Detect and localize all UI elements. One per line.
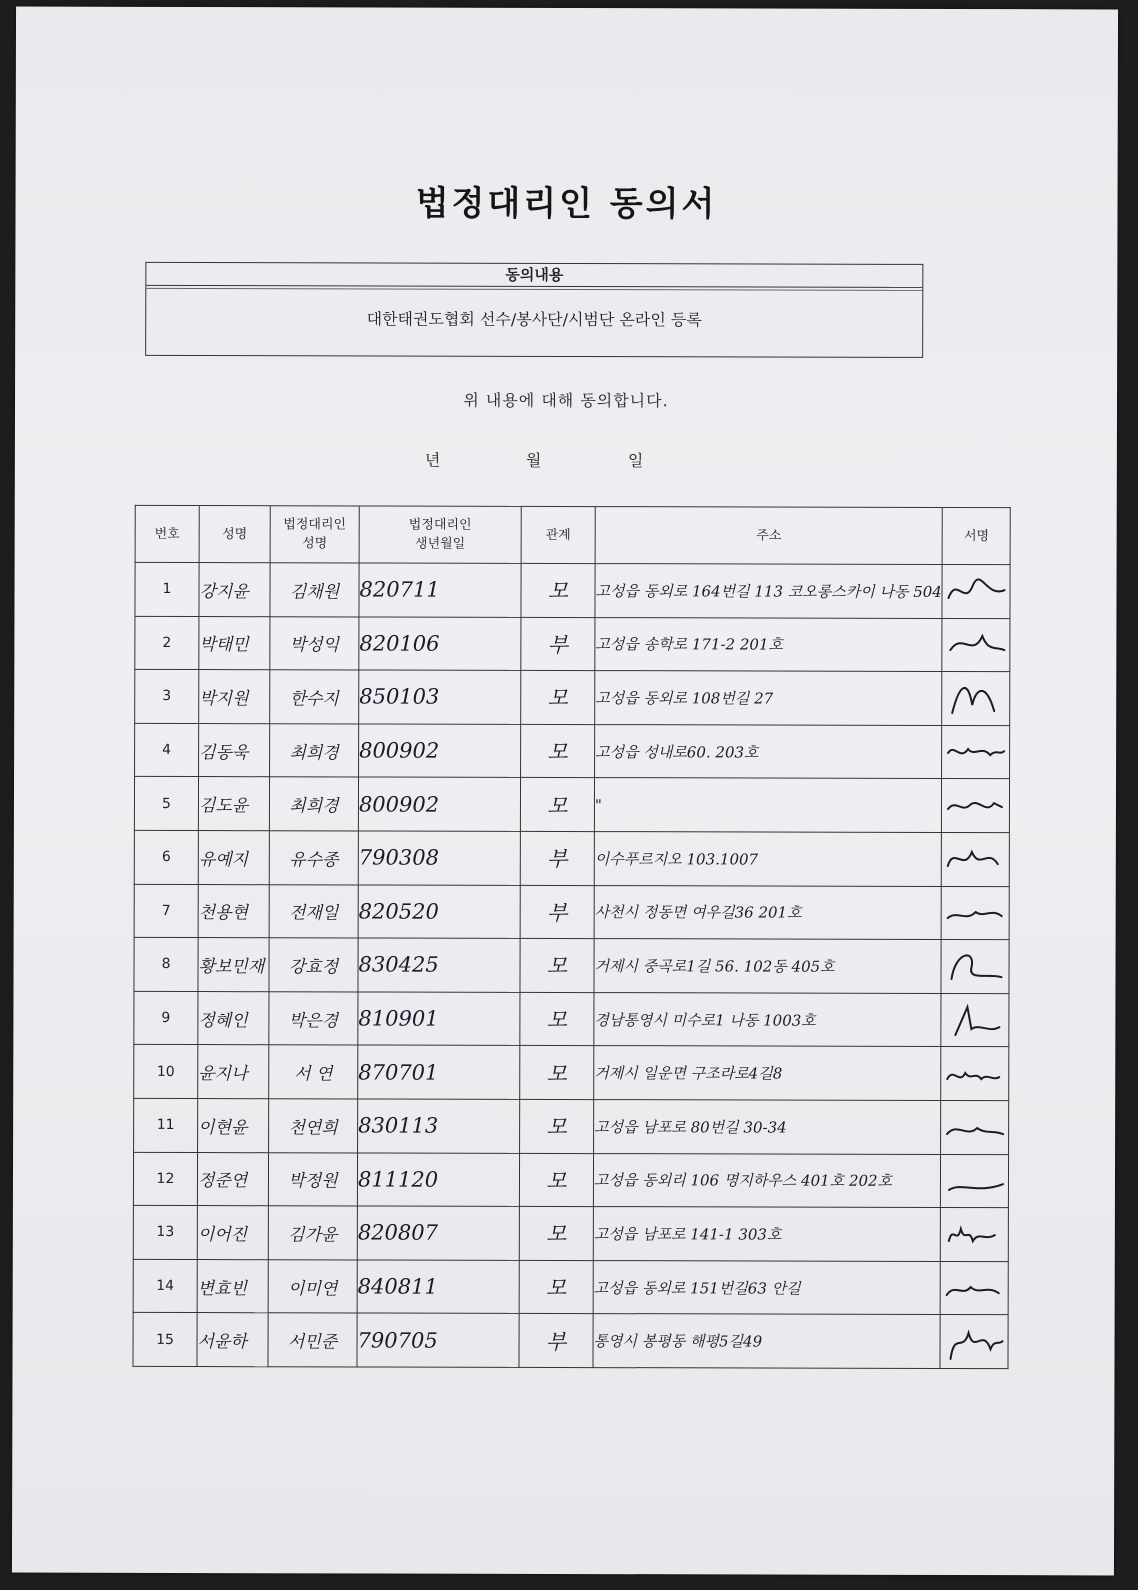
- row-number: 8: [134, 938, 198, 992]
- row-address: 고성읍 동외리 106 명지하우스 401호 202호: [593, 1153, 940, 1208]
- row-address: 고성읍 동외로 108번길 27: [595, 671, 942, 726]
- row-guardian-birth: 810901: [358, 992, 520, 1046]
- header-address: 주소: [595, 507, 942, 565]
- row-guardian-name: 김가윤: [268, 1206, 357, 1260]
- row-relation: 모: [521, 724, 595, 778]
- row-signature: [942, 564, 1010, 618]
- signature-scribble-icon: [943, 622, 1010, 668]
- row-number: 6: [134, 830, 198, 884]
- row-guardian-birth: 820106: [359, 617, 521, 671]
- row-address: 사천시 정동면 여우길36 201호: [594, 885, 941, 940]
- row-guardian-birth: 830425: [358, 938, 520, 992]
- row-guardian-birth: 811120: [357, 1152, 519, 1206]
- row-guardian-name: 이미연: [268, 1259, 357, 1313]
- row-signature: [941, 886, 1009, 940]
- row-guardian-birth: 820711: [359, 563, 521, 617]
- row-signature: [941, 1208, 1009, 1262]
- row-number: 7: [134, 884, 198, 938]
- row-relation: 모: [519, 1153, 593, 1207]
- row-student-name: 박태민: [199, 616, 270, 670]
- row-relation: 부: [521, 617, 595, 671]
- row-guardian-name: 박정원: [268, 1152, 357, 1206]
- row-signature: [941, 993, 1009, 1047]
- row-address: 경남통영시 미수로1 나동 1003호: [594, 992, 941, 1047]
- row-signature: [940, 1315, 1008, 1369]
- row-student-name: 김동욱: [199, 723, 270, 777]
- row-number: 2: [135, 616, 199, 670]
- table-row: [134, 884, 1009, 940]
- row-student-name: 강지윤: [199, 563, 270, 617]
- row-address: 고성읍 송학로 171-2 201호: [595, 617, 942, 672]
- agree-statement: 위 내용에 대해 동의합니다.: [463, 390, 669, 411]
- consent-header: 동의내용: [146, 263, 922, 288]
- row-number: 13: [133, 1205, 197, 1259]
- row-relation: 부: [520, 885, 594, 939]
- row-relation: 모: [521, 563, 595, 617]
- row-guardian-name: 최희경: [270, 724, 359, 778]
- row-number: 9: [134, 991, 198, 1045]
- header-guardian-name: 법정대리인 성명: [270, 506, 359, 563]
- row-student-name: 황보민재: [198, 938, 269, 992]
- document-title: 법정대리인 동의서: [415, 183, 718, 225]
- table-header-row: [135, 505, 1010, 564]
- table-row: [134, 1098, 1009, 1154]
- row-relation: 부: [520, 831, 594, 885]
- row-address: 고성읍 성내로60. 203호: [595, 724, 942, 779]
- table-row: [135, 562, 1010, 618]
- row-guardian-name: 유수종: [269, 831, 358, 885]
- row-relation: 부: [519, 1314, 593, 1368]
- document-page: [12, 7, 1118, 1576]
- row-student-name: 정준연: [197, 1152, 268, 1206]
- row-relation: 모: [519, 1260, 593, 1314]
- header-relation: 관계: [521, 506, 595, 563]
- signature-scribble-icon: [942, 890, 1009, 936]
- row-number: 4: [135, 723, 199, 777]
- row-student-name: 천용현: [198, 884, 269, 938]
- row-signature: [942, 618, 1010, 672]
- row-signature: [942, 779, 1010, 833]
- row-student-name: 박지원: [199, 670, 270, 724]
- signature-scribble-icon: [941, 1265, 1008, 1311]
- table-row: [134, 1045, 1009, 1101]
- row-guardian-birth: 820520: [358, 885, 520, 939]
- row-guardian-birth: 790308: [358, 831, 520, 885]
- signature-scribble-icon: [943, 568, 1010, 614]
- header-guardian-birth: 법정대리인 생년월일: [359, 506, 521, 563]
- signature-scribble-icon: [941, 1104, 1008, 1150]
- signature-scribble-icon: [943, 675, 1010, 721]
- row-student-name: 서윤하: [197, 1313, 268, 1367]
- row-address: 거제시 일운면 구조라로4길8: [594, 1046, 941, 1101]
- row-guardian-birth: 800902: [359, 724, 521, 778]
- row-signature: [942, 832, 1010, 886]
- table-row: [135, 723, 1010, 779]
- date-day-label: 일: [627, 451, 644, 471]
- signature-scribble-icon: [942, 729, 1009, 775]
- header-no: 번호: [135, 505, 199, 562]
- row-guardian-name: 박은경: [269, 991, 358, 1045]
- row-guardian-name: 김채원: [270, 563, 359, 617]
- row-guardian-name: 서 연: [269, 1045, 358, 1099]
- row-signature: [940, 1261, 1008, 1315]
- row-signature: [941, 1047, 1009, 1101]
- row-relation: 모: [520, 1099, 594, 1153]
- row-signature: [941, 1100, 1009, 1154]
- row-student-name: 유예지: [198, 831, 269, 885]
- row-signature: [941, 940, 1009, 994]
- table-row: [134, 777, 1009, 833]
- row-address: 이수푸르지오 103.1007: [594, 832, 941, 887]
- row-student-name: 윤지나: [198, 1045, 269, 1099]
- row-guardian-name: 전재일: [269, 884, 358, 938]
- row-guardian-birth: 840811: [357, 1260, 519, 1314]
- row-guardian-birth: 820807: [357, 1206, 519, 1260]
- signature-scribble-icon: [942, 836, 1009, 882]
- row-address: 거제시 중곡로1길 56. 102동 405호: [594, 939, 941, 994]
- row-number: 14: [133, 1259, 197, 1313]
- table-row: [134, 830, 1009, 886]
- table-row: [133, 1152, 1008, 1208]
- row-guardian-name: 천연희: [269, 1099, 358, 1153]
- row-address: 고성읍 남포로 80번길 30-34: [594, 1100, 941, 1155]
- row-guardian-birth: 790705: [357, 1313, 519, 1367]
- row-guardian-name: 최희경: [269, 777, 358, 831]
- row-number: 1: [135, 562, 199, 616]
- table-row: [135, 616, 1010, 672]
- table-row: [133, 1259, 1008, 1315]
- signature-scribble-icon: [941, 1158, 1008, 1204]
- row-student-name: 이현윤: [198, 1098, 269, 1152]
- row-student-name: 이어진: [197, 1206, 268, 1260]
- row-address: 고성읍 동외로 164번길 113 코오롱스카이 나동 504: [595, 564, 942, 619]
- signature-scribble-icon: [941, 1211, 1008, 1257]
- date-year-label: 년: [424, 450, 441, 470]
- row-address: 고성읍 남포로 141-1 303호: [593, 1207, 940, 1262]
- row-guardian-name: 강효정: [269, 938, 358, 992]
- row-guardian-birth: 870701: [358, 1045, 520, 1099]
- row-relation: 모: [520, 939, 594, 993]
- row-relation: 모: [520, 1046, 594, 1100]
- consent-box: [145, 262, 923, 358]
- row-student-name: 변효빈: [197, 1259, 268, 1313]
- signature-scribble-icon: [942, 943, 1009, 989]
- row-relation: 모: [521, 671, 595, 725]
- row-relation: 모: [519, 1207, 593, 1261]
- table-row: [133, 1313, 1008, 1369]
- header-signature: 서명: [942, 507, 1010, 564]
- row-address: 고성읍 동외로 151번길63 안길: [593, 1260, 940, 1315]
- row-signature: [942, 672, 1010, 726]
- row-number: 12: [133, 1152, 197, 1206]
- row-guardian-birth: 830113: [358, 1099, 520, 1153]
- row-guardian-name: 한수지: [270, 670, 359, 724]
- guardian-table: [132, 505, 1011, 1369]
- row-guardian-birth: 850103: [359, 670, 521, 724]
- table-row: [134, 938, 1009, 994]
- row-number: 11: [134, 1098, 198, 1152]
- row-guardian-name: 박성익: [270, 616, 359, 670]
- row-number: 5: [134, 777, 198, 831]
- table-row: [135, 670, 1010, 726]
- table-row: [134, 991, 1009, 1047]
- row-signature: [941, 1154, 1009, 1208]
- row-address: ": [594, 778, 941, 833]
- row-number: 10: [134, 1045, 198, 1099]
- table-row: [133, 1205, 1008, 1261]
- date-month-label: 월: [525, 450, 542, 470]
- row-guardian-name: 서민준: [268, 1313, 357, 1367]
- header-name: 성명: [199, 506, 270, 563]
- row-relation: 모: [520, 778, 594, 832]
- consent-body: 대한태권도협회 선수/봉사단/시범단 온라인 등록: [366, 309, 702, 330]
- row-guardian-birth: 800902: [358, 777, 520, 831]
- row-relation: 모: [520, 992, 594, 1046]
- signature-scribble-icon: [941, 1319, 1008, 1365]
- signature-scribble-icon: [942, 1051, 1009, 1097]
- row-number: 3: [135, 670, 199, 724]
- row-signature: [942, 725, 1010, 779]
- row-student-name: 김도윤: [198, 777, 269, 831]
- row-student-name: 정혜인: [198, 991, 269, 1045]
- row-address: 통영시 봉평동 해평5길49: [593, 1314, 940, 1369]
- signature-scribble-icon: [942, 783, 1009, 829]
- signature-scribble-icon: [942, 997, 1009, 1043]
- row-number: 15: [133, 1313, 197, 1367]
